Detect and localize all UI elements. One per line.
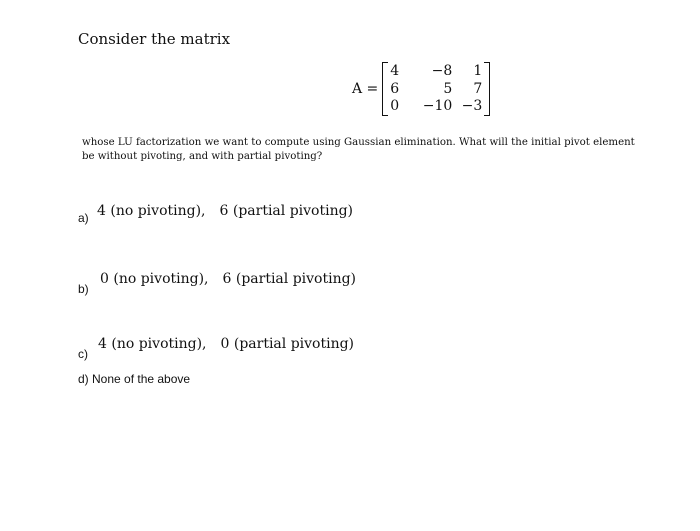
option-a-partial-pivoting: 6 (partial pivoting) <box>219 203 354 219</box>
matrix-cell: −3 <box>461 98 483 114</box>
option-a-label: a) <box>78 211 89 225</box>
option-a-no-pivoting: 4 (no pivoting), <box>97 203 206 219</box>
matrix-cell: −10 <box>422 98 453 114</box>
question-text: whose LU factorization we want to compute using Gaussian elimination. What will the initial pivot element be without pivoting, and with partial pivoting? <box>82 137 635 162</box>
matrix-cell: −8 <box>431 63 453 79</box>
matrix-lhs: A = <box>352 81 379 97</box>
matrix-cell: 7 <box>473 80 483 97</box>
matrix-cell: 5 <box>443 80 453 97</box>
option-d: d) None of the above <box>78 372 191 386</box>
option-b <box>100 271 356 287</box>
matrix-cell: 0 <box>390 98 400 114</box>
option-c-label: c) <box>78 347 88 361</box>
matrix-cell: 1 <box>473 63 483 79</box>
option-b-label: b) <box>78 282 89 296</box>
option-b-partial-pivoting: 6 (partial pivoting) <box>222 271 357 287</box>
matrix-equation <box>352 62 490 116</box>
matrix-cell: 4 <box>390 63 400 79</box>
matrix-right-bracket <box>484 62 490 116</box>
matrix-grid <box>388 63 484 116</box>
option-c <box>98 336 354 352</box>
intro-text: Consider the matrix <box>78 30 231 48</box>
matrix-cell: 6 <box>390 80 400 97</box>
option-c-no-pivoting: 4 (no pivoting), <box>98 336 207 352</box>
option-c-partial-pivoting: 0 (partial pivoting) <box>220 336 355 352</box>
option-b-no-pivoting: 0 (no pivoting), <box>100 271 209 287</box>
option-a <box>97 203 353 219</box>
